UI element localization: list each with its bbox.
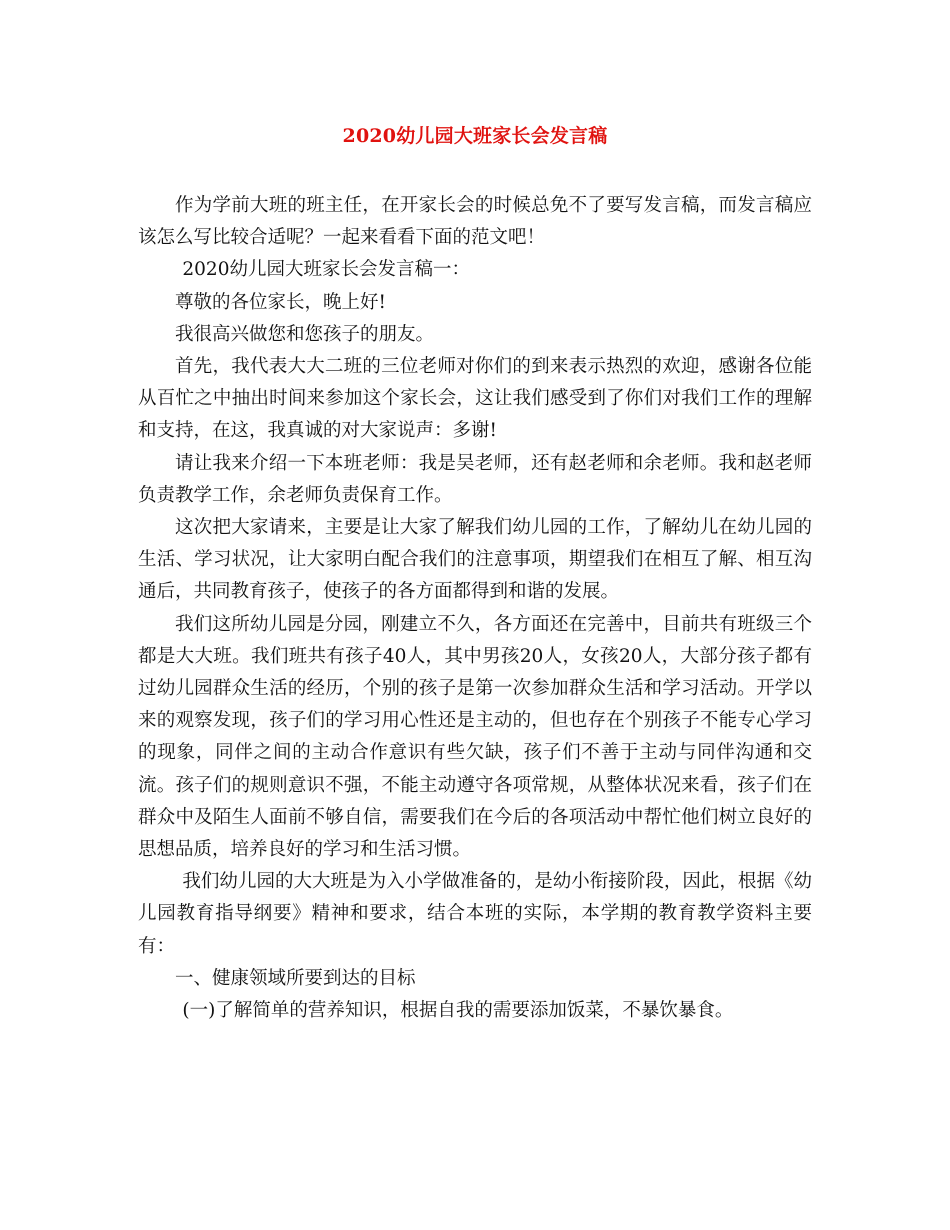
- intro-paragraph: 作为学前大班的班主任，在开家长会的时候总免不了要写发言稿，而发言稿应该怎么写比较合适呢？一起来看看下面的范文吧！: [138, 195, 812, 249]
- paragraph: 我很高兴做您和您孩子的朋友。: [175, 323, 435, 345]
- paragraph: 首先，我代表大大二班的三位老师对你们的到来表示热烈的欢迎，感谢各位能从百忙之中抽出时间来参加这个家长会，这让我们感受到了你们对我们工作的理解和支持，在这，我真诚的对大家说声：多谢!: [138, 356, 812, 442]
- paragraph: 我们幼儿园的大大班是为入小学做准备的，是幼小衔接阶段，因此，根据《幼儿园教育指导纲要》精神和要求，结合本班的实际，本学期的教育教学资料主要有：: [138, 871, 812, 957]
- paragraph: 请让我来介绍一下本班老师：我是吴老师，还有赵老师和余老师。我和赵老师负责教学工作，余老师负责保育工作。: [138, 452, 812, 506]
- document-title: 2020幼儿园大班家长会发言稿: [342, 125, 608, 147]
- paragraph: 这次把大家请来，主要是让大家了解我们幼儿园的工作，了解幼儿在幼儿园的生活、学习状况，让大家明白配合我们的注意事项，期望我们在相互了解、相互沟通后，共同教育孩子，使孩子的各方面都得到和谐的发展。: [138, 517, 812, 603]
- paragraph: 我们这所幼儿园是分园，刚建立不久，各方面还在完善中，目前共有班级三个都是大大班。我们班共有孩子40人，其中男孩20人，女孩20人，大部分孩子都有过幼儿园群众生活的经历，个别的孩子是第一次参加群众生活和学习活动。开学以来的观察发现，孩子们的学习用心性还是主动的，但也存在个别孩子不能专心学习的现象，同伴之间的主动合作意识有些欠缺，孩子们不善于主动与同伴沟通和交流。孩子们的规则意识不强，不能主动遵守各项常规，从整体状况来看，孩子们在群众中及陌生人面前不够自信，需要我们在今后的各项活动中帮忙他们树立良好的思想品质，培养良好的学习和生活习惯。: [138, 613, 812, 861]
- section-heading: 2020幼儿园大班家长会发言稿一：: [182, 259, 470, 281]
- document-body: [138, 190, 812, 1027]
- list-item: (一)了解简单的营养知识，根据自我的需要添加饭菜，不暴饮暴食。: [182, 1000, 734, 1022]
- greeting-paragraph: 尊敬的各位家长，晚上好!: [175, 291, 386, 313]
- list-heading: 一、健康领域所要到达的目标: [175, 967, 416, 989]
